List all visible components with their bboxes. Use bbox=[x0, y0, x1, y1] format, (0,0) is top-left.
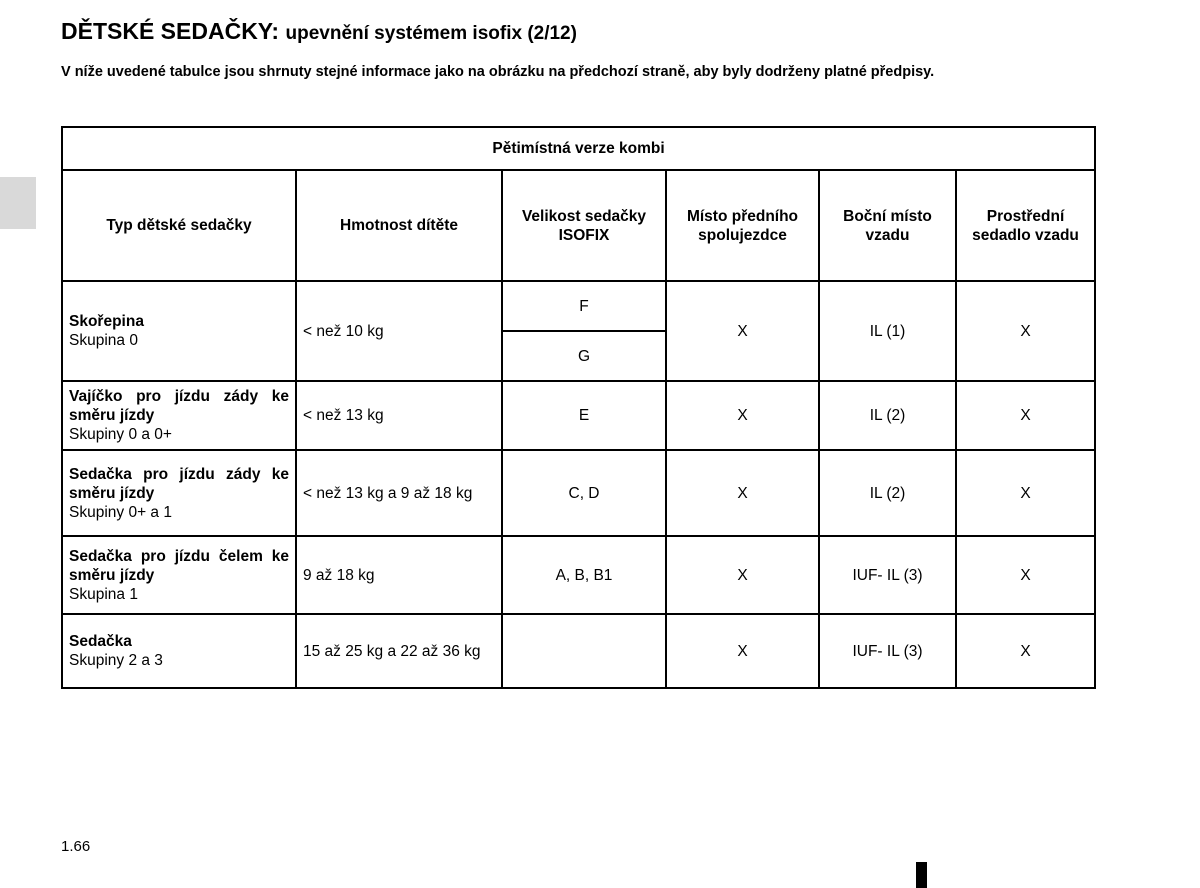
seat-type-name: Skořepina bbox=[69, 313, 144, 330]
table-row bbox=[62, 450, 1095, 536]
seat-type-group: Skupiny 2 a 3 bbox=[69, 652, 163, 669]
rear-side-cell: IUF- IL (3) bbox=[819, 614, 956, 688]
seat-type-name: Sedačka pro jízdu zády ke směru jízdy bbox=[69, 465, 289, 502]
rear-middle-cell: X bbox=[956, 614, 1095, 688]
front-passenger-cell: X bbox=[666, 381, 819, 450]
rear-middle-cell: X bbox=[956, 381, 1095, 450]
isofix-size-cell: F bbox=[502, 281, 666, 331]
weight-cell: 15 až 25 kg a 22 až 36 kg bbox=[296, 614, 502, 688]
isofix-size-cell: G bbox=[502, 331, 666, 381]
seat-type-cell bbox=[62, 281, 296, 381]
rear-middle-cell: X bbox=[956, 450, 1095, 536]
header-rear-middle: Prostřední sedadlo vzadu bbox=[956, 170, 1095, 281]
table-caption: Pětimístná verze kombi bbox=[62, 127, 1095, 170]
table-header-row bbox=[62, 170, 1095, 281]
weight-cell: < než 10 kg bbox=[296, 281, 502, 381]
page-title bbox=[61, 18, 577, 45]
rear-side-cell: IUF- IL (3) bbox=[819, 536, 956, 614]
rear-middle-cell: X bbox=[956, 536, 1095, 614]
table-row bbox=[62, 536, 1095, 614]
rear-side-cell: IL (2) bbox=[819, 381, 956, 450]
isofix-size-cell: C, D bbox=[502, 450, 666, 536]
seat-type-cell bbox=[62, 614, 296, 688]
seat-type-cell bbox=[62, 450, 296, 536]
seat-type-name: Sedačka bbox=[69, 633, 132, 650]
intro-text: V níže uvedené tabulce jsou shrnuty stejné informace jako na obrázku na předchozí straně, aby byly dodrženy platné předpisy. bbox=[61, 64, 935, 80]
table-row bbox=[62, 281, 1095, 331]
seat-type-group: Skupina 0 bbox=[69, 332, 138, 349]
seat-type-name: Sedačka pro jízdu čelem ke směru jízdy bbox=[69, 547, 289, 584]
header-seat-type: Typ dětské sedačky bbox=[62, 170, 296, 281]
page-edge-mark bbox=[916, 862, 927, 888]
seat-type-group: Skupina 1 bbox=[69, 585, 138, 603]
seat-type-group: Skupiny 0+ a 1 bbox=[69, 503, 172, 521]
rear-side-cell: IL (2) bbox=[819, 450, 956, 536]
isofix-size-cell bbox=[502, 614, 666, 688]
table-row bbox=[62, 614, 1095, 688]
seat-type-cell bbox=[62, 536, 296, 614]
rear-side-cell: IL (1) bbox=[819, 281, 956, 381]
header-rear-side: Boční místo vzadu bbox=[819, 170, 956, 281]
isofix-size-cell: E bbox=[502, 381, 666, 450]
page-title-sub: upevnění systémem isofix (2/12) bbox=[285, 23, 577, 44]
page-title-main: DĚTSKÉ SEDAČKY: bbox=[61, 18, 280, 44]
section-tab-marker bbox=[0, 177, 36, 229]
page-number: 1.66 bbox=[61, 838, 91, 855]
seat-type-group: Skupiny 0 a 0+ bbox=[69, 426, 172, 443]
front-passenger-cell: X bbox=[666, 281, 819, 381]
isofix-size-cell: A, B, B1 bbox=[502, 536, 666, 614]
header-front-passenger: Místo předního spolujezdce bbox=[666, 170, 819, 281]
table-row bbox=[62, 381, 1095, 450]
rear-middle-cell: X bbox=[956, 281, 1095, 381]
weight-cell: < než 13 kg bbox=[296, 381, 502, 450]
isofix-table bbox=[61, 126, 1096, 689]
header-isofix-size: Velikost sedačky ISOFIX bbox=[502, 170, 666, 281]
weight-cell: 9 až 18 kg bbox=[296, 536, 502, 614]
header-child-weight: Hmotnost dítěte bbox=[296, 170, 502, 281]
front-passenger-cell: X bbox=[666, 536, 819, 614]
front-passenger-cell: X bbox=[666, 450, 819, 536]
table-caption-row bbox=[62, 127, 1095, 170]
front-passenger-cell: X bbox=[666, 614, 819, 688]
seat-type-name: Vajíčko pro jízdu zády ke směru jízdy bbox=[69, 388, 289, 424]
seat-type-cell bbox=[62, 381, 296, 450]
weight-cell: < než 13 kg a 9 až 18 kg bbox=[296, 450, 502, 536]
